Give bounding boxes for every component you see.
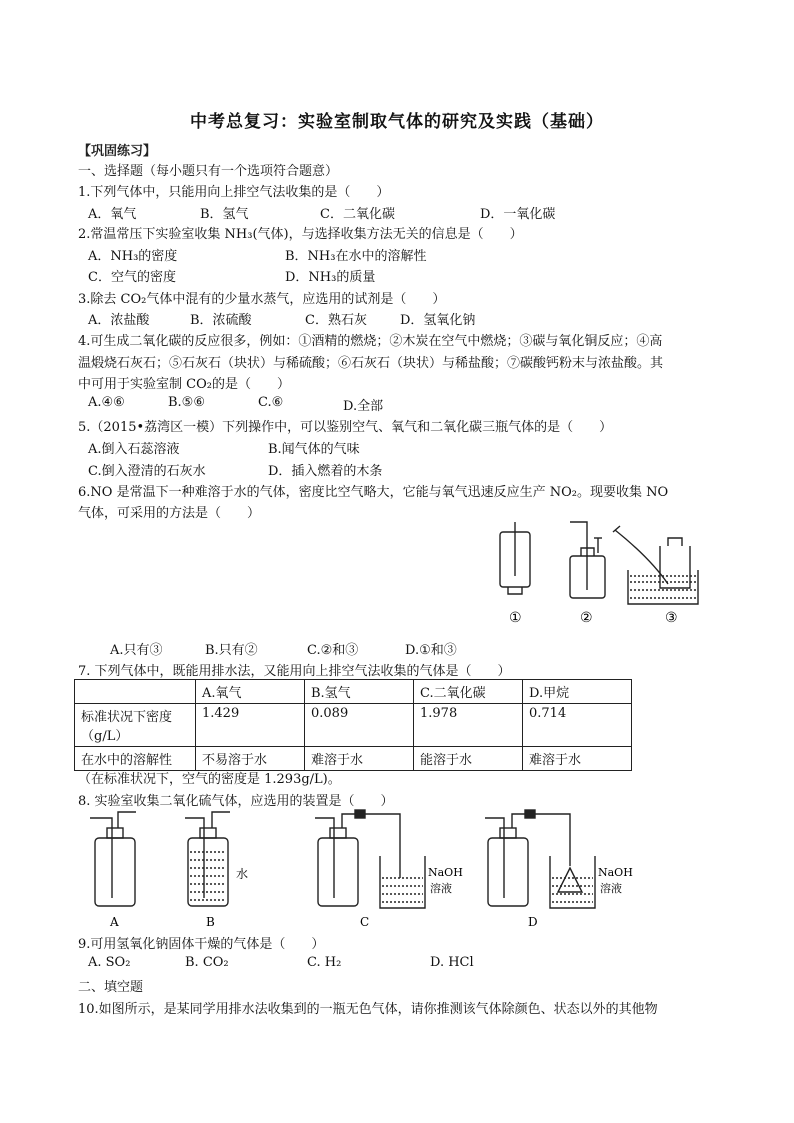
q9-option-a: A. SO₂ [88, 955, 131, 970]
q8-apparatus-figure [80, 808, 640, 930]
q6-setup-2-icon [570, 522, 605, 598]
table-cell: 0.089 [305, 704, 414, 747]
q5-option-d: D．插入燃着的木条 [268, 464, 383, 479]
row-label-line2: （g/L） [81, 729, 129, 744]
table-row [75, 704, 632, 747]
q4-option-b: B.⑤⑥ [168, 395, 205, 410]
q8-solution-label-c: 溶液 [430, 882, 452, 895]
q8-label-d: D [528, 915, 538, 929]
q7-note: （在标准状况下，空气的密度是 1.293g/L)。 [78, 772, 341, 787]
q6-option-c: C.②和③ [307, 643, 359, 658]
part2-heading: 二、填空题 [78, 980, 144, 995]
q10-stem: 10.如图所示，是某同学用排水法收集到的一瓶无色气体，请你推测该气体除颜色、状态以外的其他物 [78, 1002, 658, 1017]
table-cell: 1.978 [414, 704, 523, 747]
table-cell: 在水中的溶解性 [75, 747, 196, 771]
q9-option-c: C. H₂ [307, 955, 342, 970]
table-cell: 难溶于水 [523, 747, 632, 771]
q6-apparatus-figure [490, 518, 720, 630]
q9-option-d: D. HCl [430, 955, 474, 970]
q1-option-c: C．二氧化碳 [320, 207, 395, 222]
table-cell: 不易溶于水 [196, 747, 305, 771]
q6-option-b: B.只有② [205, 643, 258, 658]
q3-option-c: C．熟石灰 [305, 313, 367, 328]
q6-fig-label-3: ③ [665, 610, 678, 626]
page-title: 中考总复习：实验室制取气体的研究及实践（基础） [190, 112, 604, 132]
q8-naoh-label-c: NaOH [428, 866, 463, 879]
table-cell [75, 704, 196, 747]
q8-label-b: B [206, 915, 215, 929]
q4-line2: 温煅烧石灰石；⑤石灰石（块状）与稀硫酸；⑥石灰石（块状）与稀盐酸；⑦碳酸钙粉末与浓盐酸。其 [78, 356, 664, 371]
part1-heading: 一、选择题（每小题只有一个选项符合题意） [78, 164, 339, 179]
q6-fig-label-2: ② [580, 610, 593, 626]
q6-option-d: D.①和③ [405, 643, 457, 658]
table-cell: 1.429 [196, 704, 305, 747]
q5-option-b: B.闻气体的气味 [268, 442, 360, 457]
q6-setup-3-icon [613, 526, 698, 604]
table-cell: B.氢气 [305, 680, 414, 704]
q4-line3: 中可用于实验室制 CO₂的是（ ） [78, 377, 290, 392]
q8-bottle-a-icon [90, 812, 136, 906]
table-cell: 0.714 [523, 704, 632, 747]
table-row [75, 747, 632, 771]
q8-solution-label-d: 溶液 [600, 882, 622, 895]
q1-option-a: A．氧气 [88, 207, 137, 222]
table-cell [75, 680, 196, 704]
table-cell: C.二氧化碳 [414, 680, 523, 704]
q8-label-a: A [110, 915, 119, 929]
q9-stem: 9.可用氢氧化钠固体干燥的气体是（ ） [78, 937, 325, 952]
section-tag: 【巩固练习】 [78, 144, 157, 159]
q8-stem: 8. 实验室收集二氧化硫气体，应选用的装置是（ ） [78, 794, 394, 809]
q6-line1: 6.NO 是常温下一种难溶于水的气体，密度比空气略大，它能与氧气迅速反应生产 NO₂。现要收集 NO [78, 485, 669, 500]
q1-stem: 1.下列气体中，只能用向上排空气法收集的是（ ） [78, 185, 390, 200]
q7-stem: 7. 下列气体中，既能用排水法，又能用向上排空气法收集的气体是（ ） [78, 664, 511, 679]
q4-option-a: A.④⑥ [88, 395, 125, 410]
q6-line2: 气体，可采用的方法是（ ） [78, 506, 261, 521]
q1-option-b: B．氢气 [200, 207, 249, 222]
q4-option-c: C.⑥ [258, 395, 284, 410]
q8-label-c: C [360, 915, 370, 929]
table-row [75, 680, 632, 704]
q1-option-d: D．一氧化碳 [480, 207, 556, 222]
q8-bottle-d-icon [485, 810, 595, 908]
q2-option-d: D．NH₃的质量 [285, 270, 376, 285]
q2-option-b: B．NH₃在水中的溶解性 [285, 249, 427, 264]
q2-option-c: C．空气的密度 [88, 270, 176, 285]
q2-stem: 2.常温常压下实验室收集 NH₃(气体)，与选择收集方法无关的信息是（ ） [78, 227, 523, 242]
q6-fig-label-1: ① [509, 610, 522, 626]
q4-line1: 4.可生成二氧化碳的反应很多，例如：①酒精的燃烧；②木炭在空气中燃烧；③碳与氧化铜反应；④高 [78, 334, 663, 349]
q8-naoh-label-d: NaOH [598, 866, 633, 879]
table-cell: D.甲烷 [523, 680, 632, 704]
q2-option-a: A．NH₃的密度 [88, 249, 178, 264]
table-cell: 能溶于水 [414, 747, 523, 771]
q6-setup-1-icon [500, 522, 530, 594]
q4-option-d: D.全部 [343, 399, 384, 414]
q5-option-c: C.倒入澄清的石灰水 [88, 464, 206, 479]
q3-option-d: D．氢氧化钠 [400, 313, 476, 328]
q3-option-a: A．浓盐酸 [88, 313, 150, 328]
q6-option-a: A.只有③ [110, 643, 163, 658]
row-label-line1: 标准状况下密度 [81, 710, 173, 725]
q9-option-b: B. CO₂ [185, 955, 229, 970]
table-cell: A.氧气 [196, 680, 305, 704]
q7-density-table [74, 679, 632, 771]
q5-stem: 5.（2015•荔湾区一模）下列操作中，可以鉴别空气、氧气和二氧化碳三瓶气体的是（ ） [78, 420, 613, 435]
q3-stem: 3.除去 CO₂气体中混有的少量水蒸气，应选用的试剂是（ ） [78, 292, 446, 307]
table-cell: 难溶于水 [305, 747, 414, 771]
q8-water-label: 水 [236, 867, 249, 881]
q5-option-a: A.倒入石蕊溶液 [88, 442, 180, 457]
q8-bottle-c-icon [315, 810, 425, 908]
q8-bottle-b-icon [185, 812, 230, 906]
q3-option-b: B．浓硫酸 [190, 313, 252, 328]
